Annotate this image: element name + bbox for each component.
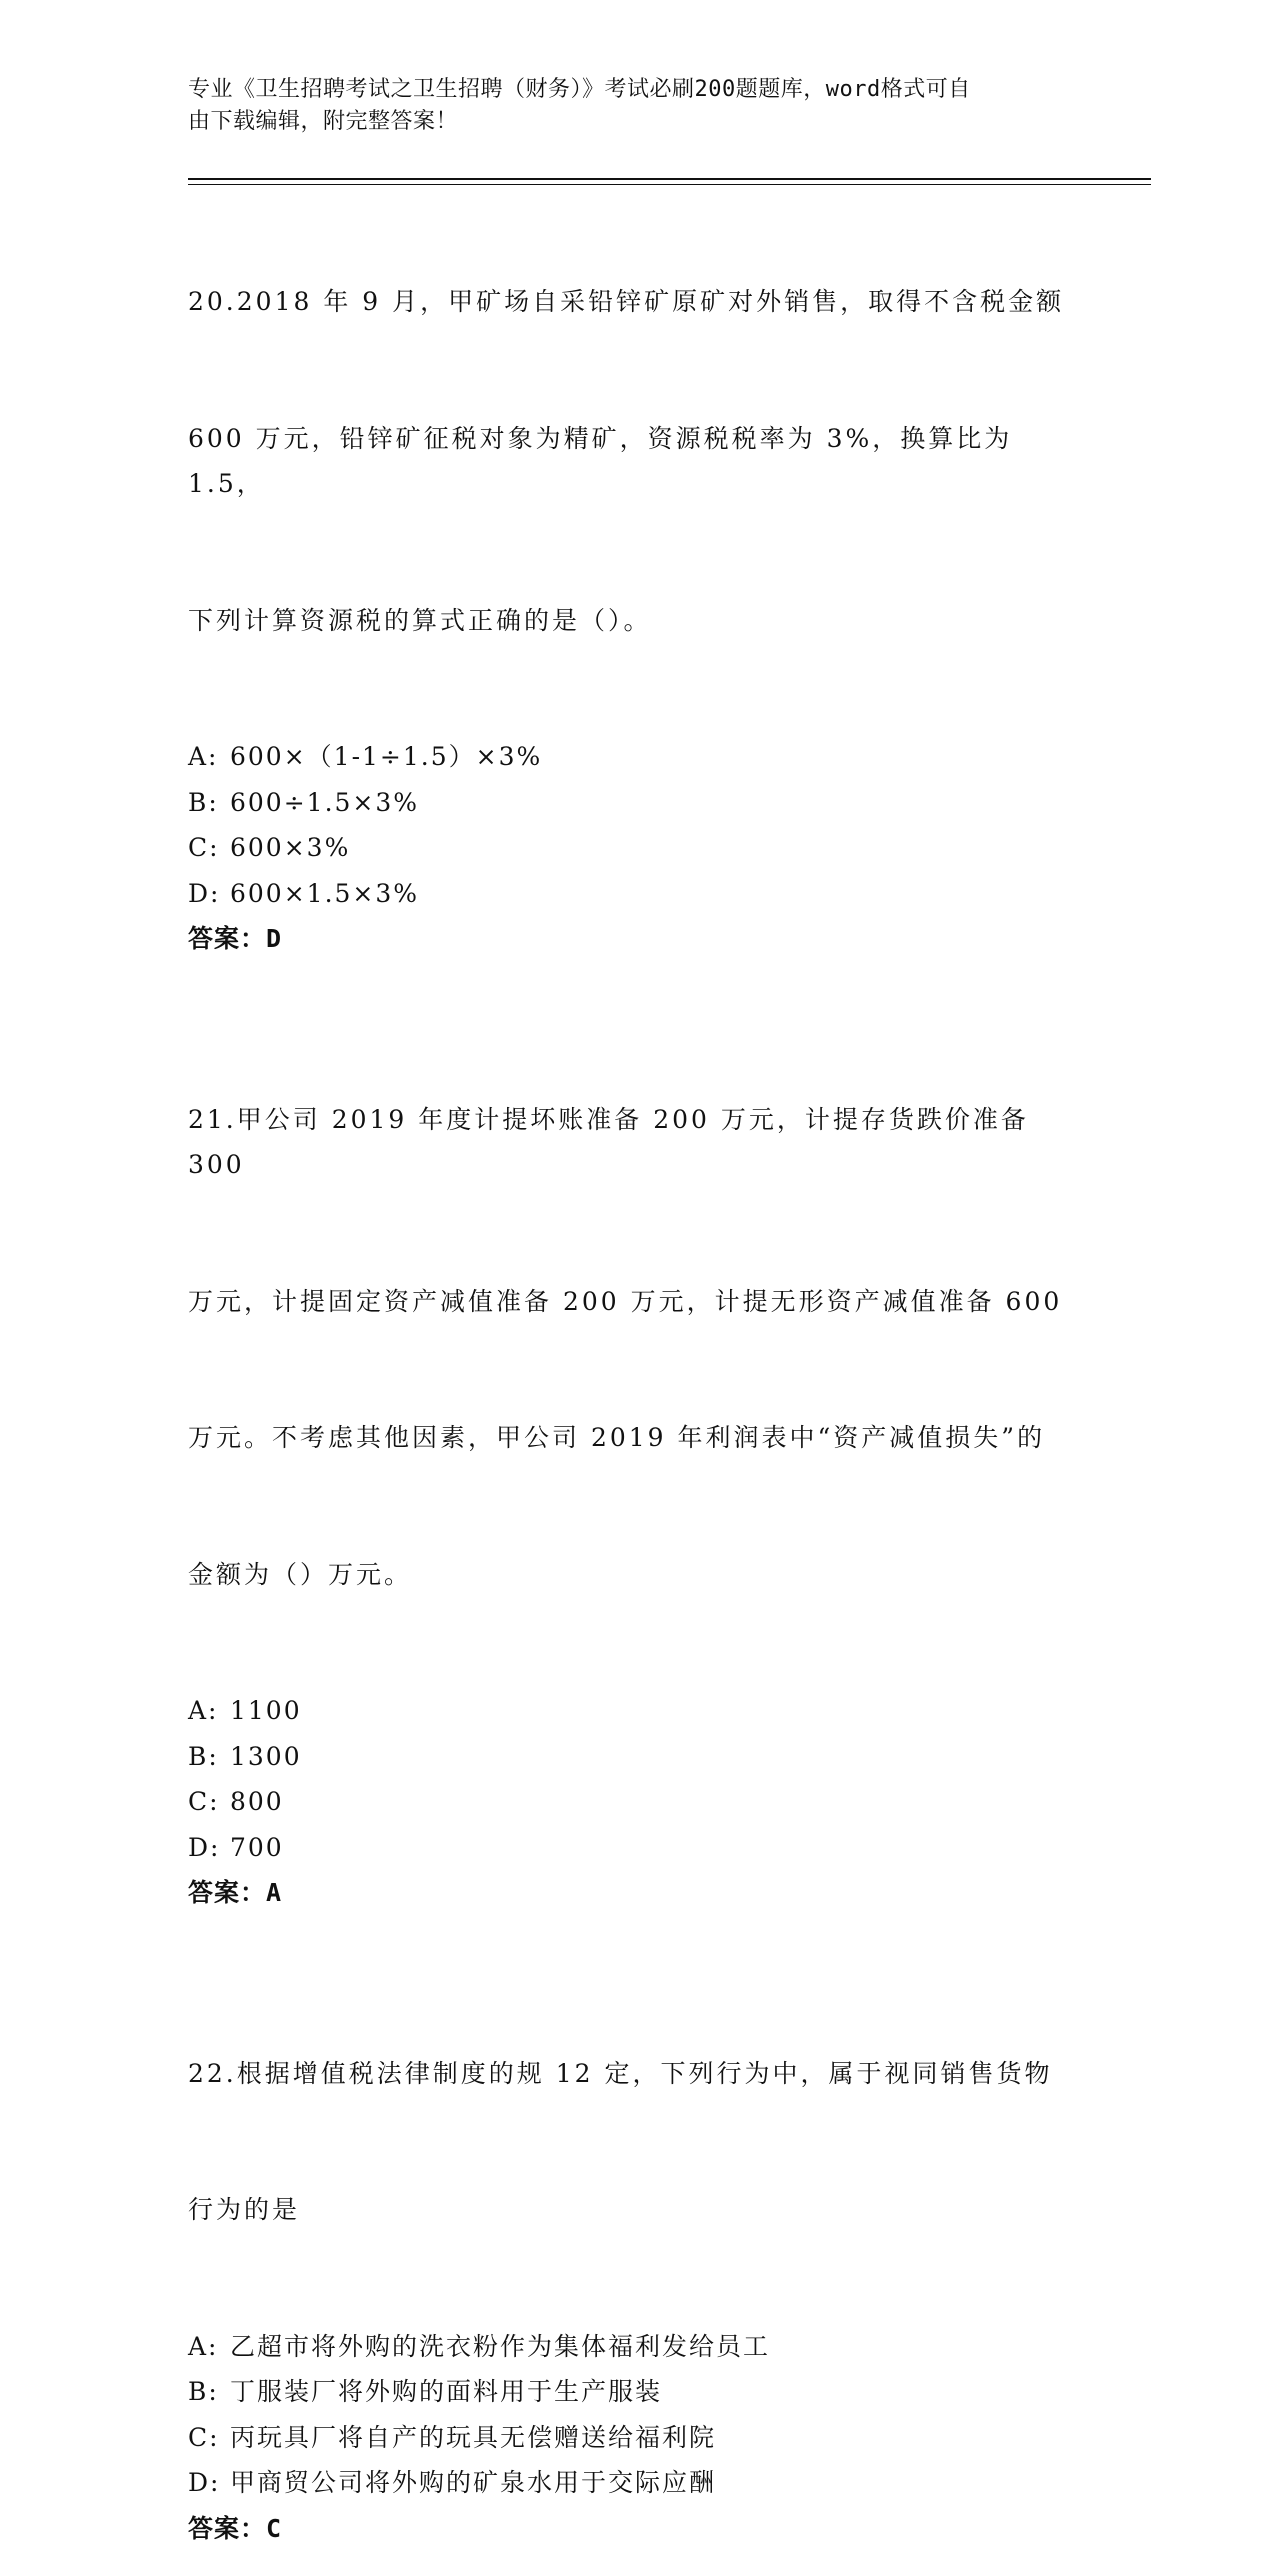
option-key: D: — [188, 871, 230, 917]
header-line-1: 专业《卫生招聘考试之卫生招聘（财务）》考试必刷200题题库，word格式可自 — [188, 74, 1068, 106]
stem-line: 22.根据增值税法律制度的规 12 定，下列行为中，属于视同销售货物 — [188, 2051, 1088, 2097]
option-text: 600÷1.5×3% — [230, 780, 419, 826]
question-stem — [188, 188, 1088, 734]
answer-label: 答案：D — [188, 916, 1088, 962]
option-key: C: — [188, 2415, 230, 2461]
stem-line: 600 万元，铅锌矿征税对象为精矿，资源税税率为 3%，换算比为 1.5， — [188, 416, 1088, 507]
option-key: B: — [188, 780, 230, 826]
spacer — [188, 1916, 1088, 1960]
question-stem — [188, 1006, 1088, 1689]
question-21 — [188, 1006, 1088, 1916]
option-a — [188, 734, 1088, 780]
option-text: 600×（1-1÷1.5）×3% — [230, 734, 542, 780]
option-a — [188, 2324, 1088, 2370]
stem-line: 20.2018 年 9 月，甲矿场自采铅锌矿原矿对外销售，取得不含税金额 — [188, 279, 1088, 325]
option-key: B: — [188, 1734, 230, 1780]
option-key: C: — [188, 825, 230, 871]
document-header — [188, 74, 1068, 138]
option-c — [188, 825, 1088, 871]
option-a — [188, 1688, 1088, 1734]
option-b — [188, 2369, 1088, 2415]
question-stem — [188, 1960, 1088, 2324]
option-text: 1300 — [230, 1734, 302, 1780]
option-key: D: — [188, 2460, 230, 2506]
stem-line: 金额为（）万元。 — [188, 1552, 1088, 1598]
stem-line: 21.甲公司 2019 年度计提坏账准备 200 万元，计提存货跌价准备 300 — [188, 1097, 1088, 1188]
option-d — [188, 2460, 1088, 2506]
option-text: 700 — [230, 1825, 284, 1871]
stem-line: 万元，计提固定资产减值准备 200 万元，计提无形资产减值准备 600 — [188, 1279, 1088, 1325]
option-text: 丁服装厂将外购的面料用于生产服装 — [230, 2369, 662, 2415]
spacer — [188, 962, 1088, 1006]
option-text: 丙玩具厂将自产的玩具无偿赠送给福利院 — [230, 2415, 716, 2461]
header-line-2: 由下载编辑，附完整答案！ — [188, 106, 1068, 138]
option-key: D: — [188, 1825, 230, 1871]
option-key: A: — [188, 1688, 230, 1734]
option-text: 600×3% — [230, 825, 350, 871]
option-text: 800 — [230, 1779, 284, 1825]
option-text: 甲商贸公司将外购的矿泉水用于交际应酬 — [230, 2460, 716, 2506]
answer-label: 答案：C — [188, 2506, 1088, 2551]
option-b — [188, 780, 1088, 826]
header-divider-thin — [188, 184, 1151, 185]
option-key: A: — [188, 734, 230, 780]
option-text: 乙超市将外购的洗衣粉作为集体福利发给员工 — [230, 2324, 770, 2370]
header-divider-thick — [188, 178, 1151, 180]
option-key: B: — [188, 2369, 230, 2415]
option-d — [188, 1825, 1088, 1871]
stem-line: 万元。不考虑其他因素，甲公司 2019 年利润表中“资产减值损失”的 — [188, 1415, 1088, 1461]
option-d — [188, 871, 1088, 917]
option-text: 1100 — [230, 1688, 302, 1734]
option-text: 600×1.5×3% — [230, 871, 419, 917]
option-b — [188, 1734, 1088, 1780]
stem-line: 下列计算资源税的算式正确的是（）。 — [188, 598, 1088, 644]
option-c — [188, 1779, 1088, 1825]
question-22 — [188, 1960, 1088, 2551]
option-key: C: — [188, 1779, 230, 1825]
answer-label: 答案：A — [188, 1870, 1088, 1916]
question-20 — [188, 188, 1088, 962]
option-c — [188, 2415, 1088, 2461]
question-list — [188, 188, 1088, 2551]
option-key: A: — [188, 2324, 230, 2370]
stem-line: 行为的是 — [188, 2187, 1088, 2233]
